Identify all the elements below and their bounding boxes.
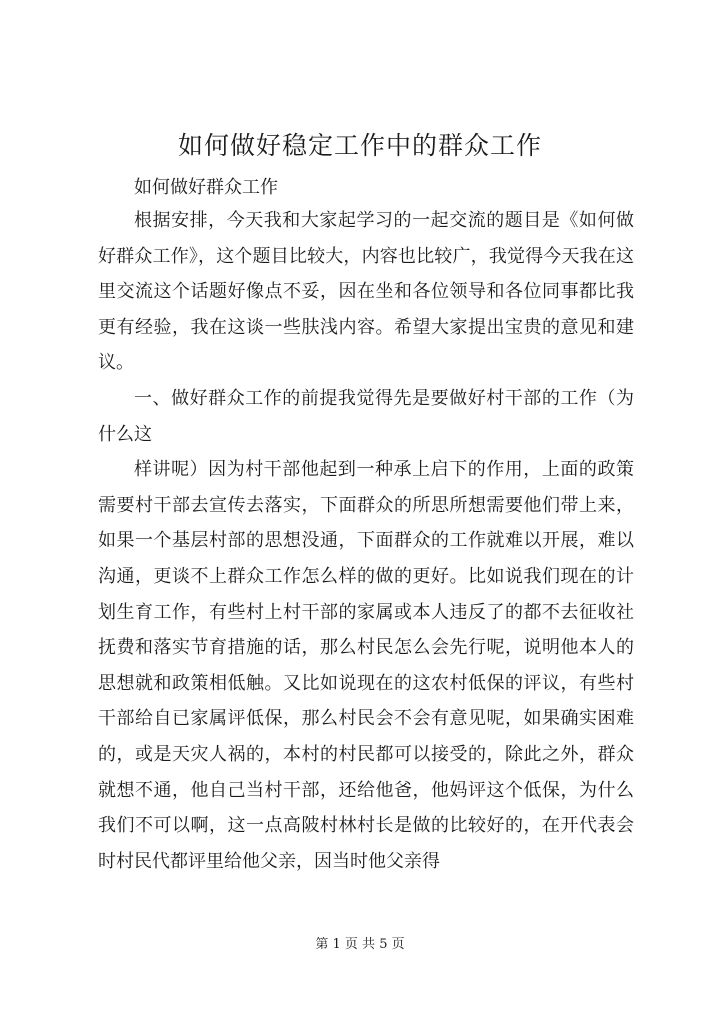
document-title: 如何做好稳定工作中的群众工作	[177, 131, 542, 160]
document-subtitle: 如何做好群众工作	[134, 177, 278, 198]
document-body	[98, 203, 634, 879]
paragraph-section-one-body: 样讲呢）因为村干部他起到一种承上启下的作用，上面的政策需要村干部去宣传去落实，下面群众的所思所想需要他们带上来，如果一个基层村部的思想没通，下面群众的工作就难以开展，难以沟通，更谈不上群众工作怎么样的做的更好。比如说我们现在的计划生育工作，有些村上村干部的家属或本人违反了的都不去征收社抚费和落实节育措施的话，那么村民怎么会先行呢，说明他本人的思想就和政策相低触。又比如说现在的这农村低保的评议，有些村干部给自已家属评低保，那么村民会不会有意见呢，如果确实困难的，或是天灾人祸的，本村的村民都可以接受的，除此之外，群众就想不通，他自己当村干部，还给他爸，他妈评这个低保，为什么我们不可以啊，这一点高陂村林村长是做的比较好的，在开代表会时村民代都评里给他父亲，因当时他父亲得	[98, 459, 634, 872]
paragraph-section-one-heading: 一、做好群众工作的前提我觉得先是要做好村干部的工作（为什么这	[98, 387, 634, 445]
page-footer: 第 1 页 共 5 页	[315, 937, 405, 952]
paragraph-intro: 根据安排，今天我和大家起学习的一起交流的题目是《如何做好群众工作》，这个题目比较大，内容也比较广，我觉得今天我在这里交流这个话题好像点不妥，因在坐和各位领导和各位同事都比我更有经验，我在这谈一些肤浅内容。希望大家提出宝贵的意见和建议。	[98, 210, 634, 374]
